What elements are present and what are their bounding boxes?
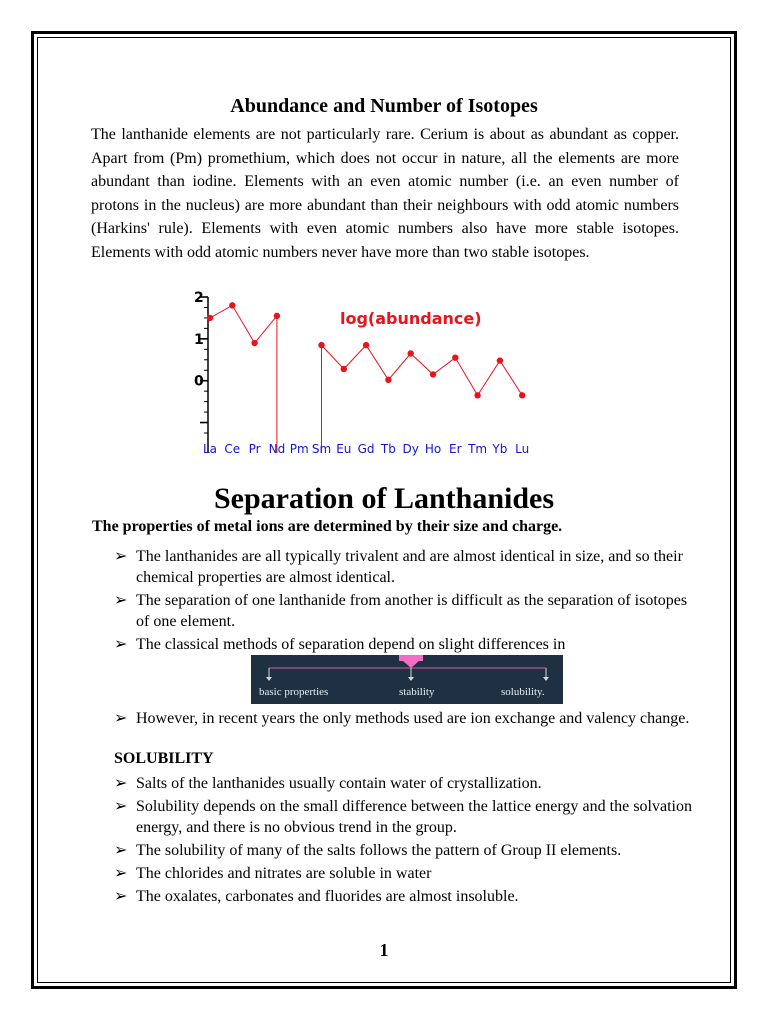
arrow-bullet-icon: ➢ (114, 592, 128, 609)
list-item: ➢ However, in recent years the only methods used are ion exchange and valency change. (114, 710, 690, 727)
separation-bullets-2 (114, 708, 692, 731)
list-item: ➢ The oxalates, carbonates and fluorides are almost insoluble. (114, 888, 519, 905)
x-tick-label-pr: Pr (248, 442, 261, 456)
list-item: ➢ The separation of one lanthanide from another is difficult as the separation of isotopes of one element. (114, 592, 688, 630)
data-point-tm (474, 392, 480, 398)
solubility-heading: SOLUBILITY (114, 750, 214, 767)
chart-title: log(abundance) (340, 309, 482, 328)
x-tick-label-lu: Lu (515, 442, 530, 456)
data-point-ho (430, 371, 436, 377)
data-point-eu (341, 366, 347, 372)
arrow-bullet-icon: ➢ (114, 865, 128, 882)
arrow-bullet-icon: ➢ (114, 548, 128, 565)
methods-banner (251, 655, 563, 704)
data-point-yb (497, 357, 503, 363)
x-tick-label-gd: Gd (357, 442, 375, 456)
arrow-bullet-icon: ➢ (114, 842, 128, 859)
data-point-er (452, 354, 458, 360)
x-tick-label-dy: Dy (402, 442, 419, 456)
arrow-bullet-icon: ➢ (114, 636, 128, 653)
series-line-1 (210, 305, 277, 343)
chart-x-tick-labels (203, 442, 529, 456)
x-tick-label-sm: Sm (311, 442, 332, 456)
x-tick-label-ho: Ho (424, 442, 442, 456)
abundance-chart (192, 285, 552, 460)
data-point-gd (363, 342, 369, 348)
list-item: ➢ The classical methods of separation depend on slight differences in (114, 636, 566, 653)
separation-lead: The properties of metal ions are determined by their size and charge. (92, 518, 563, 535)
page-number: 1 (379, 940, 389, 960)
section-title-abundance: Abundance and Number of Isotopes (230, 95, 538, 117)
chart-y-tick-labels (194, 290, 204, 390)
x-tick-label-tm: Tm (468, 442, 488, 456)
section-title-separation: Separation of Lanthanides (213, 482, 555, 515)
x-tick-label-nd: Nd (268, 442, 286, 456)
abundance-paragraph: The lanthanide elements are not particularly rare. Cerium is about as abundant as copper. Apart from (Pm) promethium, which does not occur in nature, all the elements are more abundant than iodine. Elements with an even atomic number (i.e. an even number of protons in the nucleus) are more abundant than their neighbours with odd atomic numbers (Harkins' rule). Elements with even atomic numbers also have more stable isotopes. Elements with odd atomic numbers never have more than two stable isotopes. (91, 126, 679, 261)
arrow-bullet-icon: ➢ (114, 710, 128, 727)
y-tick-label: 0 (194, 373, 204, 390)
arrow-bullet-icon: ➢ (114, 798, 128, 815)
banner-label-basic: basic properties (259, 686, 329, 698)
data-point-pr (251, 340, 257, 346)
x-tick-label-la: La (202, 442, 218, 456)
y-tick-label: 2 (194, 290, 204, 306)
series-line-2 (322, 345, 523, 395)
x-tick-label-ce: Ce (224, 442, 241, 456)
data-point-dy (408, 350, 414, 356)
data-point-la (207, 315, 213, 321)
list-item: ➢ The solubility of many of the salts follows the pattern of Group II elements. (114, 842, 622, 859)
banner-label-stability: stability (399, 686, 435, 698)
data-point-lu (519, 392, 525, 398)
solubility-bullets (114, 773, 692, 909)
x-tick-label-tb: Tb (380, 442, 396, 456)
y-tick-label: 1 (194, 331, 204, 348)
data-point-sm (318, 342, 324, 348)
data-point-nd (274, 313, 280, 319)
data-point-ce (229, 302, 235, 308)
arrow-bullet-icon: ➢ (114, 775, 128, 792)
separation-bullets (114, 546, 692, 657)
x-tick-label-pm: Pm (289, 442, 309, 456)
list-item: ➢ The lanthanides are all typically trivalent and are almost identical in size, and so their chemical properties are almost identical. (114, 548, 683, 586)
banner-label-solubility: solubility. (501, 686, 545, 698)
x-tick-label-er: Er (449, 442, 462, 456)
arrow-bullet-icon: ➢ (114, 888, 128, 905)
x-tick-label-yb: Yb (492, 442, 508, 456)
list-item: ➢ The chlorides and nitrates are soluble in water (114, 865, 432, 882)
data-point-tb (385, 377, 391, 383)
x-tick-label-eu: Eu (336, 442, 352, 456)
list-item: ➢ Salts of the lanthanides usually contain water of crystallization. (114, 775, 542, 792)
list-item: ➢ Solubility depends on the small difference between the lattice energy and the solvation energy, and there is no obvious trend in the group. (114, 798, 692, 836)
